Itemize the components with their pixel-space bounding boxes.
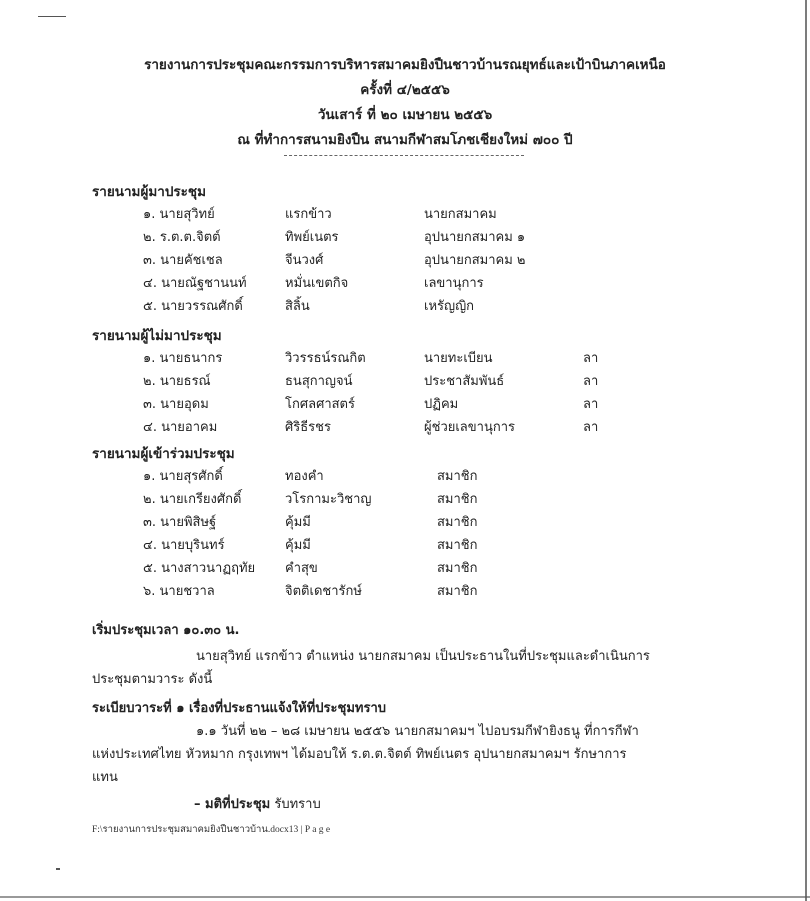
attendee-position: อุปนายกสมาคม ๑ xyxy=(424,230,526,245)
attendee-name: ๓. นายคัชเชล xyxy=(143,253,223,268)
scan-edge-bottom xyxy=(0,896,810,898)
attendee-row xyxy=(0,295,810,315)
meeting-date: วันเสาร์ ที่ ๒๐ เมษายน ๒๕๕๖ xyxy=(317,107,493,123)
participant-surname: คุ้มมี xyxy=(285,515,311,530)
absentees-title: รายนามผู้ไม่มาประชุม xyxy=(92,328,222,344)
participant-position: สมาชิก xyxy=(437,538,478,553)
resolution-label: – มติที่ประชุม xyxy=(194,797,271,812)
absentee-surname: ศิริธีรชร xyxy=(285,420,331,435)
scan-mark-bottom xyxy=(56,868,60,870)
absentee-status: ลา xyxy=(583,374,599,389)
participant-row xyxy=(0,557,810,577)
participant-surname: ทองคำ xyxy=(285,469,324,484)
participant-surname: คุ้มมี xyxy=(285,538,311,553)
absentee-row xyxy=(0,370,810,390)
participant-row xyxy=(0,465,810,485)
agenda-1-item-line-3: แทน xyxy=(92,770,118,785)
absentee-row xyxy=(0,347,810,367)
report-title: รายงานการประชุมคณะกรรมการบริหารสมาคมยิงปืนชาวบ้านรณยุทธ์และเป้าบินภาคเหนือ xyxy=(144,57,666,73)
absentee-status: ลา xyxy=(583,397,599,412)
participant-row xyxy=(0,511,810,531)
agenda-1-title: ระเบียบวาระที่ ๑ เรื่องที่ประธานแจ้งให้ที่ประชุมทราบ xyxy=(92,701,386,716)
agenda-1-item-line-2: แห่งประเทศไทย หัวหมาก กรุงเทพฯ ได้มอบให้ ร.ต.ต.จิตต์ ทิพย์เนตร อุปนายกสมาคมฯ รักษาการ xyxy=(92,747,627,762)
attendee-position: นายกสมาคม xyxy=(424,207,497,222)
absentee-position: นายทะเบียน xyxy=(424,351,493,366)
attendee-position: เลขานุการ xyxy=(424,276,484,291)
participant-position: สมาชิก xyxy=(437,492,478,507)
session-number: ครั้งที่ ๔/๒๕๕๖ xyxy=(360,82,450,98)
participant-row xyxy=(0,488,810,508)
absentee-row xyxy=(0,416,810,436)
participant-position: สมาชิก xyxy=(437,584,478,599)
attendee-name: ๕. นายวรรณศักดิ์ xyxy=(143,299,243,314)
participant-name: ๒. นายเกรียงศักดิ์ xyxy=(143,492,242,507)
attendee-row xyxy=(0,226,810,246)
absentee-name: ๒. นายธรณ์ xyxy=(143,374,211,389)
attendee-row xyxy=(0,203,810,223)
attendee-name: ๒. ร.ต.ต.จิตต์ xyxy=(143,230,221,245)
attendee-surname: สิลิ้น xyxy=(285,299,310,314)
absentee-surname: โกศลศาสตร์ xyxy=(285,397,355,412)
agenda-1-item-line-1: ๑.๑ วันที่ ๒๒ – ๒๘ เมษายน ๒๕๕๖ นายกสมาคมฯ ไปอบรมกีฬายิงธนู ที่การกีฬา xyxy=(196,724,639,739)
absentee-surname: วิวรรธน์รณกิต xyxy=(285,351,366,366)
absentee-name: ๑. นายธนากร xyxy=(143,351,223,366)
participant-row xyxy=(0,580,810,600)
intro-line-2: ประชุมตามวาระ ดังนี้ xyxy=(92,672,213,687)
participant-position: สมาชิก xyxy=(437,515,478,530)
attendee-surname: จีนวงศ์ xyxy=(285,253,324,268)
attendee-row xyxy=(0,249,810,269)
meeting-venue: ณ ที่ทำการสนามยิงปืน สนามกีฬาสมโภชเชียงใหม่ ๗๐๐ ปี xyxy=(237,132,573,148)
attendee-surname: ทิพย์เนตร xyxy=(285,230,339,245)
intro-line-1: นายสุวิทย์ แรกข้าว ตำแหน่ง นายกสมาคม เป็นประธานในที่ประชุมและดำเนินการ xyxy=(196,649,650,664)
absentee-row xyxy=(0,393,810,413)
scan-mark xyxy=(38,16,66,17)
attendee-name: ๔. นายณัฐชานนท์ xyxy=(143,276,247,291)
participant-name: ๑. นายสุรศักดิ์ xyxy=(143,469,223,484)
absentee-surname: ธนสุกาญจน์ xyxy=(285,374,353,389)
absentee-name: ๔. นายอาคม xyxy=(143,420,218,435)
attendee-surname: หมั่นเขตกิจ xyxy=(285,276,349,291)
absentee-position: ปฏิคม xyxy=(424,397,459,412)
participant-row xyxy=(0,534,810,554)
header-divider xyxy=(284,155,524,156)
meeting-start-time: เริ่มประชุมเวลา ๑๐.๓๐ น. xyxy=(92,623,240,638)
participants-title: รายนามผู้เข้าร่วมประชุม xyxy=(92,446,235,462)
participant-surname: วโรกามะวิชาญ xyxy=(285,492,372,507)
participant-name: ๔. นายบุรินทร์ xyxy=(143,538,225,553)
participant-surname: จิตติเดชารักษ์ xyxy=(285,584,362,599)
attendee-row xyxy=(0,272,810,292)
participant-position: สมาชิก xyxy=(437,561,478,576)
participant-position: สมาชิก xyxy=(437,469,478,484)
footer-page-number: 13 | P a g e xyxy=(288,825,331,835)
attendees-title: รายนามผู้มาประชุม xyxy=(92,184,206,200)
absentee-position: ประชาสัมพันธ์ xyxy=(424,374,505,389)
attendee-surname: แรกข้าว xyxy=(285,207,332,222)
participant-name: ๕. นางสาวนาฏฤทัย xyxy=(143,561,256,576)
participant-surname: คำสุข xyxy=(285,561,318,576)
page-footer xyxy=(92,822,330,837)
attendee-name: ๑. นายสุวิทย์ xyxy=(143,207,215,222)
attendee-position: เหรัญญิก xyxy=(424,299,475,314)
participant-name: ๖. นายชวาล xyxy=(143,584,215,599)
resolution-value: รับทราบ xyxy=(274,797,321,812)
absentee-status: ลา xyxy=(583,420,599,435)
attendee-position: อุปนายกสมาคม ๒ xyxy=(424,253,526,268)
participant-name: ๓. นายพิสิษฐ์ xyxy=(143,515,217,530)
footer-file-path: F:\รายงานการประชุมสมาคมยิงปืนชาวบ้าน.docx xyxy=(92,825,289,835)
agenda-1-resolution xyxy=(194,793,321,814)
absentee-name: ๓. นายอุดม xyxy=(143,397,209,412)
absentee-position: ผู้ช่วยเลขานุการ xyxy=(424,420,515,435)
absentee-status: ลา xyxy=(583,351,599,366)
